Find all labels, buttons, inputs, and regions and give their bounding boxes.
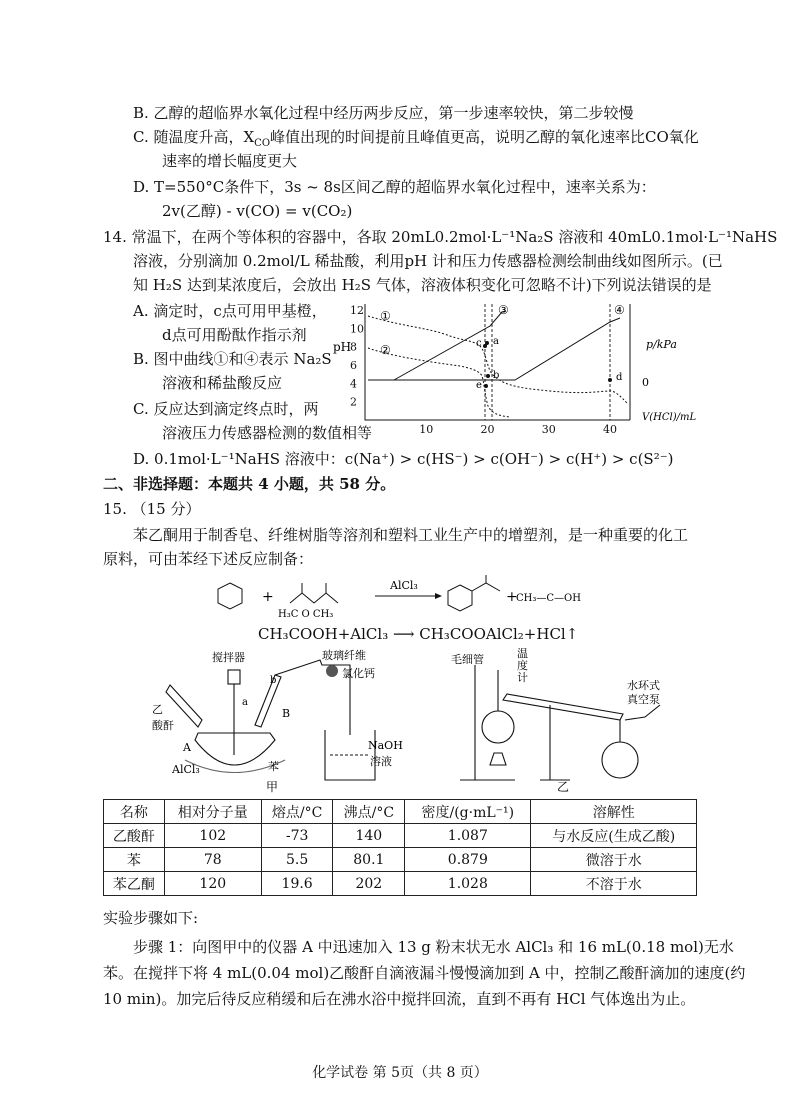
q15-header: 15. （15 分）	[103, 500, 201, 518]
x-tick-label: 10	[419, 423, 434, 436]
q14-option-a-line2: d点可用酚酞作指示剂	[162, 326, 307, 344]
series-label-2: ②	[380, 343, 391, 357]
y-tick-label: 12	[350, 304, 364, 317]
point-label-d: d	[616, 372, 623, 383]
y-tick-label: 6	[350, 359, 357, 372]
step1-line2: 苯。在搅拌下将 4 mL(0.04 mol)乙酸酐自滴液漏斗慢慢滴加到 A 中，控制乙酸酐滴加的速度(约	[103, 964, 746, 982]
point-label-e: e	[476, 380, 482, 391]
jia-label-anhydride: 酸酐	[152, 719, 174, 732]
jia-label-stirrer: 搅拌器	[212, 651, 245, 664]
page-footer: 化学试卷 第 5页（共 8 页）	[312, 1065, 488, 1081]
stirrer-box	[228, 670, 240, 684]
q14-option-c-line1: C. 反应达到滴定终点时，两	[133, 400, 319, 418]
x-tick-label: 20	[480, 423, 495, 436]
yi-distill-flask	[482, 711, 514, 743]
table-cell: 102	[164, 824, 261, 848]
table-cell: 0.879	[405, 848, 531, 872]
yi-label-du: 度	[517, 659, 528, 672]
jia-label-a: a	[242, 697, 248, 708]
table-header: 密度/(g·mL⁻¹)	[405, 800, 531, 824]
yi-receiver-flask	[602, 742, 638, 778]
calcium-chloride-tube	[326, 665, 338, 677]
table-header: 沸点/°C	[333, 800, 405, 824]
q15-intro-line2: 原料，可由苯经下述反应制备：	[103, 550, 314, 568]
reaction-scheme	[210, 573, 590, 623]
table-header: 溶解性	[531, 800, 697, 824]
table-row	[104, 872, 697, 896]
table-cell: 苯	[104, 848, 165, 872]
table-cell: 5.5	[261, 848, 333, 872]
table-cell: 苯乙酮	[104, 872, 165, 896]
jia-label-naoh: NaOH	[368, 739, 403, 752]
x-axis-label: V(HCl)/mL	[642, 412, 697, 423]
y-tick-label: 2	[350, 395, 357, 409]
yi-burner	[490, 753, 506, 765]
x-tick-label: 30	[541, 423, 556, 436]
y-axis-label: pH	[333, 340, 352, 354]
q14-option-b-line2: 溶液和稀盐酸反应	[162, 374, 283, 392]
table-header: 相对分子量	[164, 800, 261, 824]
step1-line3: 10 min)。加完后待反应稍缓和后在沸水浴中搅拌回流，直到不再有 HCl 气体逸出为止。	[103, 990, 696, 1008]
series-label-3: ③	[498, 303, 509, 317]
yi-label-water-ring: 水环式	[627, 679, 660, 692]
table-cell: 140	[333, 824, 405, 848]
q14-stem-line3: 知 H₂S 达到某浓度后，会放出 H₂S 气体，溶液体积变化可忽略不计)下列说法错误的是	[133, 276, 712, 294]
svg-text:+: +	[506, 589, 518, 605]
q14-stem-line1: 14. 常温下，在两个等体积的容器中，各取 20mL0.2mol·L⁻¹Na₂S 溶液和 40mL0.1mol·L⁻¹NaHS	[103, 228, 778, 246]
jia-label-b-upper: B	[282, 707, 291, 720]
table-cell: -73	[261, 824, 333, 848]
point-label-b: b	[493, 370, 500, 381]
q13-option-d-line2: 2v(乙醇) - v(CO) = v(CO₂)	[162, 202, 353, 220]
apparatus-jia	[150, 645, 410, 795]
three-neck-flask	[195, 733, 275, 765]
q14-option-b-line1: B. 图中曲线①和④表示 Na₂S	[133, 350, 332, 368]
jia-label-glass-fiber: 玻璃纤维	[322, 649, 366, 662]
table-cell: 不溶于水	[531, 872, 697, 896]
table-row	[104, 848, 697, 872]
yi-label-vacuum-pump: 真空泵	[627, 693, 660, 706]
q13-c-rest: 峰值出现的时间提前且峰值更高，说明乙醇的氧化速率比CO氧化	[270, 128, 699, 146]
jia-label-cacl2: 氯化钙	[342, 667, 375, 680]
condenser	[255, 675, 281, 727]
point-label-a: a	[493, 336, 499, 347]
curve-2	[368, 348, 510, 417]
jia-label-b: b	[270, 675, 277, 686]
acetic-anhydride-skeleton	[290, 583, 338, 603]
jia-label-a-upper: A	[183, 741, 191, 754]
point-c-mark	[483, 344, 487, 348]
table-row	[104, 824, 697, 848]
table-cell: 1.087	[405, 824, 531, 848]
reagent-label: AlCl₃	[390, 579, 418, 592]
q15-equation-2: CH₃COOH+AlCl₃ ⟶ CH₃COOAlCl₂+HCl↑	[258, 625, 579, 643]
acetophenone-ring	[448, 585, 472, 611]
table-header: 熔点/°C	[261, 800, 333, 824]
yi-label-capillary: 毛细管	[451, 653, 484, 666]
jia-caption: 甲	[266, 780, 279, 794]
table-cell: 202	[333, 872, 405, 896]
q13-option-c-line2: 速率的增长幅度更大	[162, 152, 298, 170]
titration-chart	[330, 296, 705, 436]
svg-text:+: +	[262, 589, 274, 605]
steps-title: 实验步骤如下:	[103, 909, 199, 927]
right-axis-tick: 0	[642, 376, 649, 389]
jia-label-alcl3: AlCl₃	[172, 763, 200, 776]
q13-c-sub: CO	[254, 138, 271, 149]
q14-stem-line2: 溶液，分别滴加 0.2mol/L 稀盐酸，利用pH 计和压力传感器检测绘制曲线如图所示。(已	[133, 252, 723, 270]
y-tick-label: 4	[350, 377, 357, 391]
jia-label-yi: 乙	[152, 703, 163, 716]
y-tick-label: 10	[350, 322, 364, 336]
q14-option-a-line1: A. 滴定时，c点可用甲基橙，	[133, 302, 327, 320]
table-cell: 120	[164, 872, 261, 896]
step1-line1: 步骤 1：向图甲中的仪器 A 中迅速加入 13 g 粉末状无水 AlCl₃ 和 16 mL(0.18 mol)无水	[133, 938, 734, 956]
table-cell: 1.028	[405, 872, 531, 896]
table-cell: 乙酸酐	[104, 824, 165, 848]
y-tick-label: 8	[350, 340, 357, 354]
chart-left-axis	[365, 304, 630, 420]
table-cell: 19.6	[261, 872, 333, 896]
q15-intro-line1: 苯乙酮用于制香皂、纤维树脂等溶剂和塑料工业生产中的增塑剂，是一种重要的化工	[133, 526, 689, 544]
series-label-1: ①	[380, 309, 391, 323]
yi-label-wen: 温	[517, 647, 528, 660]
table-cell: 与水反应(生成乙酸)	[531, 824, 697, 848]
q13-option-b: B. 乙醇的超临界水氧化过程中经历两步反应，第一步速率较快，第二步较慢	[133, 104, 634, 122]
curve-1	[368, 316, 628, 404]
q13-c-text: C. 随温度升高，X	[133, 128, 255, 146]
q14-option-c-line2: 溶液压力传感器检测的数值相等	[162, 424, 373, 442]
yi-condenser	[503, 694, 623, 720]
point-d-mark	[608, 378, 612, 382]
series-label-4: ④	[614, 303, 625, 317]
table-header: 名称	[104, 800, 165, 824]
right-axis-label: p/kPa	[646, 338, 677, 351]
properties-table	[103, 799, 697, 896]
benzene-ring	[218, 583, 242, 609]
point-e-mark	[484, 384, 488, 388]
q13-option-d-line1: D. T=550°C条件下，3s ~ 8s区间乙醇的超临界水氧化过程中，速率关系为：	[133, 178, 656, 196]
yi-caption: 乙	[557, 780, 570, 794]
x-tick-label: 40	[603, 423, 617, 436]
table-cell: 80.1	[333, 848, 405, 872]
apparatus-yi	[445, 645, 700, 795]
point-label-c: c	[476, 338, 482, 349]
yi-label-ji: 计	[517, 671, 528, 684]
jia-label-solution: 溶液	[370, 755, 392, 768]
jia-label-benzene: 苯	[268, 760, 279, 773]
q14-option-d: D. 0.1mol·L⁻¹NaHS 溶液中：c(Na⁺) > c(HS⁻) > c(OH⁻) > c(H⁺) > c(S²⁻)	[133, 450, 674, 468]
table-cell: 微溶于水	[531, 848, 697, 872]
table-header-row	[104, 800, 697, 824]
acetic-acid-label: CH₃—C—OH	[516, 593, 581, 604]
anhydride-label: H₃C O CH₃	[278, 609, 334, 620]
section-two-title: 二、非选择题：本题共 4 小题，共 58 分。	[103, 475, 396, 493]
table-cell: 78	[164, 848, 261, 872]
point-b-mark	[486, 374, 490, 378]
